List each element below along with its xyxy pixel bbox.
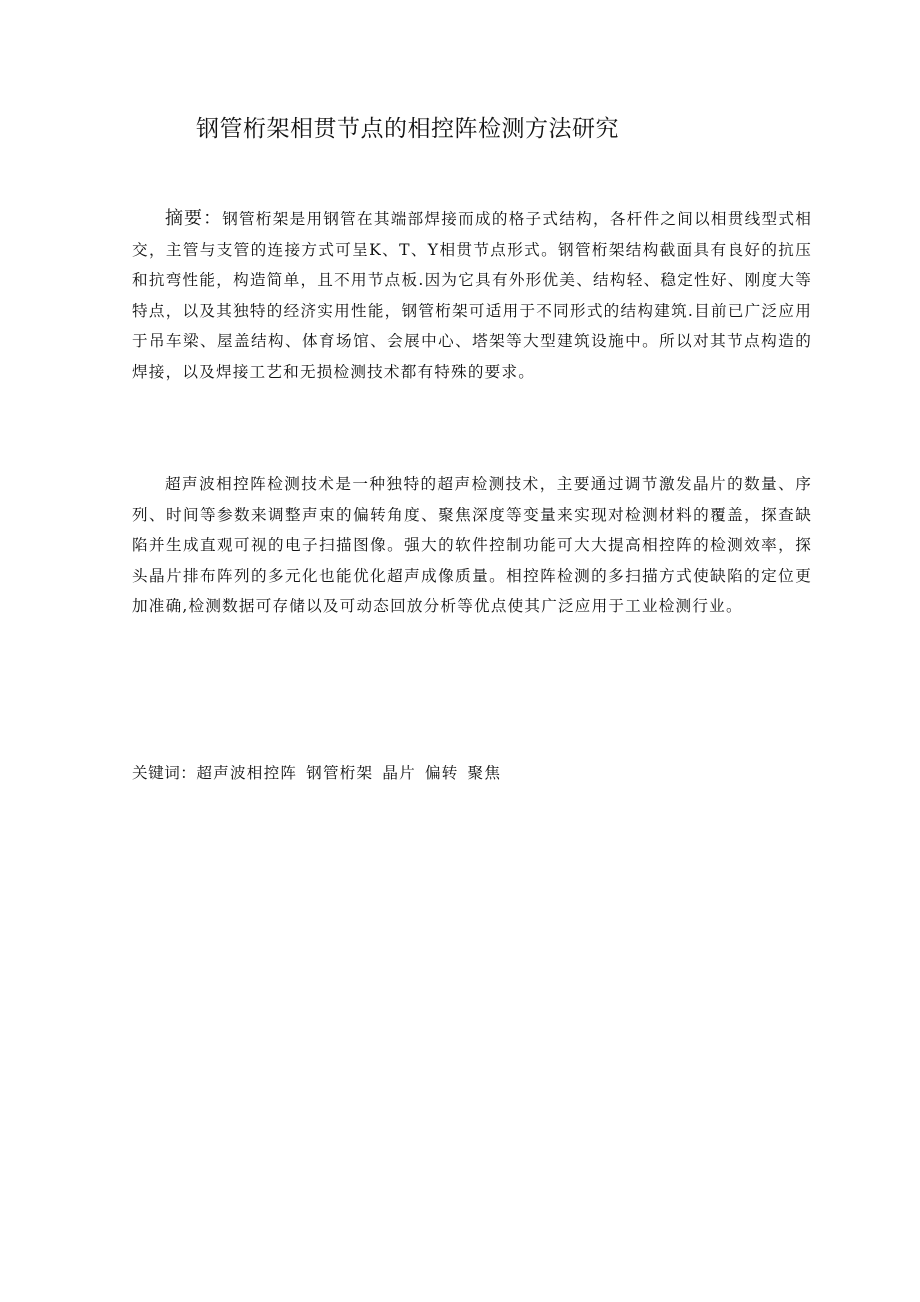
abstract-paragraph	[132, 204, 812, 387]
body-paragraph: 超声波相控阵检测技术是一种独特的超声检测技术，主要通过调节激发晶片的数量、序列、时间等参数来调整声束的偏转角度、聚焦深度等变量来实现对检测材料的覆盖，探查缺陷并生成直观可视的电子扫描图像。强大的软件控制功能可大大提高相控阵的检测效率，探头晶片排布阵列的多元化也能优化超声成像质量。相控阵检测的多扫描方式使缺陷的定位更加准确,检测数据可存储以及可动态回放分析等优点使其广泛应用于工业检测行业。	[132, 475, 812, 615]
keyword-item: 聚焦	[467, 764, 502, 782]
keyword-item: 超声波相控阵	[196, 764, 298, 782]
keywords-label: 关键词：	[132, 764, 197, 782]
abstract-text: 钢管桁架是用钢管在其端部焊接而成的格子式结构，各杆件之间以相贯线型式相交，主管与支管的连接方式可呈K、T、Y相贯节点形式。钢管桁架结构截面具有良好的抗压和抗弯性能，构造简单，且不用节点板.因为它具有外形优美、结构轻、稳定性好、刚度大等特点，以及其独特的经济实用性能，钢管桁架可适用于不同形式的结构建筑.目前已广泛应用于吊车梁、屋盖结构、体育场馆、会展中心、塔架等大型建筑设施中。所以对其节点构造的焊接，以及焊接工艺和无损检测技术都有特殊的要求。	[132, 210, 812, 381]
keywords-line	[132, 758, 812, 788]
keyword-item: 偏转	[424, 764, 459, 782]
abstract-label: 摘要：	[165, 208, 223, 229]
keyword-item: 钢管桁架	[306, 764, 374, 782]
keyword-item: 晶片	[382, 764, 416, 782]
document-title: 钢管桁架相贯节点的相控阵检测方法研究	[196, 116, 619, 142]
